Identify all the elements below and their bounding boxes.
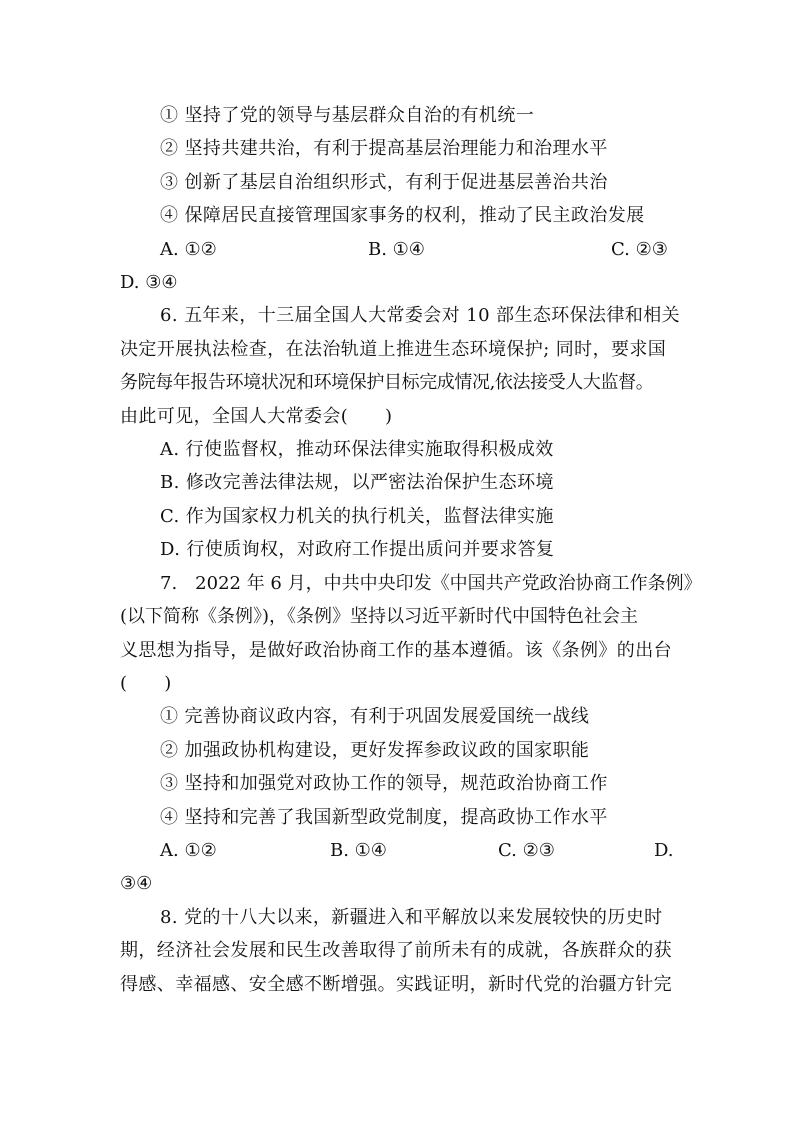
q6-option-a: A. 行使监督权，推动环保法律实施取得积极成效 [160,439,554,460]
q7-stem-line-2: (以下简称《条例》)，《条例》坚持以习近平新时代中国特色社会主 [120,606,639,627]
q6-stem-line-3: 务院每年报告环境状况和环境保护目标完成情况,依法接受人大监督。 [120,372,654,393]
q7-statement-3: ③ 坚持和加强党对政协工作的领导，规范政治协商工作 [160,773,608,794]
q5-option-b: B. ①④ [368,239,425,260]
q7-stem-line-1: 7. 2022 年 6 月，中共中央印发《中国共产党政治协商工作条例》 [160,573,702,594]
q5-statement-1: ① 坚持了党的领导与基层群众自治的有机统一 [160,105,535,126]
q8-stem-line-3: 得感、幸福感、安全感不断增强。实践证明，新时代党的治疆方针完 [120,974,672,995]
q7-statement-4: ④ 坚持和完善了我国新型政党制度，提高政协工作水平 [160,807,608,828]
q8-stem-line-1: 8. 党的十八大以来，新疆进入和平解放以来发展较快的历史时 [160,907,663,928]
q7-statement-2: ② 加强政协机构建设，更好发挥参政议政的国家职能 [160,740,590,761]
q8-stem-line-2: 期，经济社会发展和民生改善取得了前所未有的成就，各族群众的获 [120,940,672,961]
q7-option-d-value: ③④ [120,873,153,894]
q7-option-b: B. ①④ [330,840,387,861]
q6-option-b: B. 修改完善法律法规，以严密法治保护生态环境 [160,472,554,493]
q5-statement-4: ④ 保障居民直接管理国家事务的权利，推动了民主政治发展 [160,205,645,226]
q5-option-d: D. ③④ [120,272,178,293]
q6-stem-line-2: 决定开展执法检查，在法治轨道上推进生态环境保护; 同时，要求国 [120,339,667,360]
q5-option-c: C. ②③ [611,239,668,260]
q7-option-a: A. ①② [160,840,217,861]
q5-statement-3: ③ 创新了基层自治组织形式，有利于促进基层善治共治 [160,172,608,193]
q6-stem-line-1: 6. 五年来，十三届全国人大常委会对 10 部生态环保法律和相关 [160,305,681,326]
q5-statement-2: ② 坚持共建共治，有利于提高基层治理能力和治理水平 [160,138,608,159]
q5-option-a: A. ①② [160,239,217,260]
q7-stem-line-4: ( ) [120,673,172,694]
q7-statement-1: ① 完善协商议政内容，有利于巩固发展爱国统一战线 [160,706,590,727]
q7-option-c: C. ②③ [498,840,555,861]
q6-stem-line-4: 由此可见，全国人大常委会( ) [120,406,393,427]
q6-option-d: D. 行使质询权，对政府工作提出质问并要求答复 [160,539,555,560]
q7-stem-line-3: 义思想为指导，是做好政治协商工作的基本遵循。该《条例》的出台 [120,640,672,661]
q7-option-d-label: D. [654,840,674,861]
q6-option-c: C. 作为国家权力机关的执行机关，监督法律实施 [160,506,554,527]
